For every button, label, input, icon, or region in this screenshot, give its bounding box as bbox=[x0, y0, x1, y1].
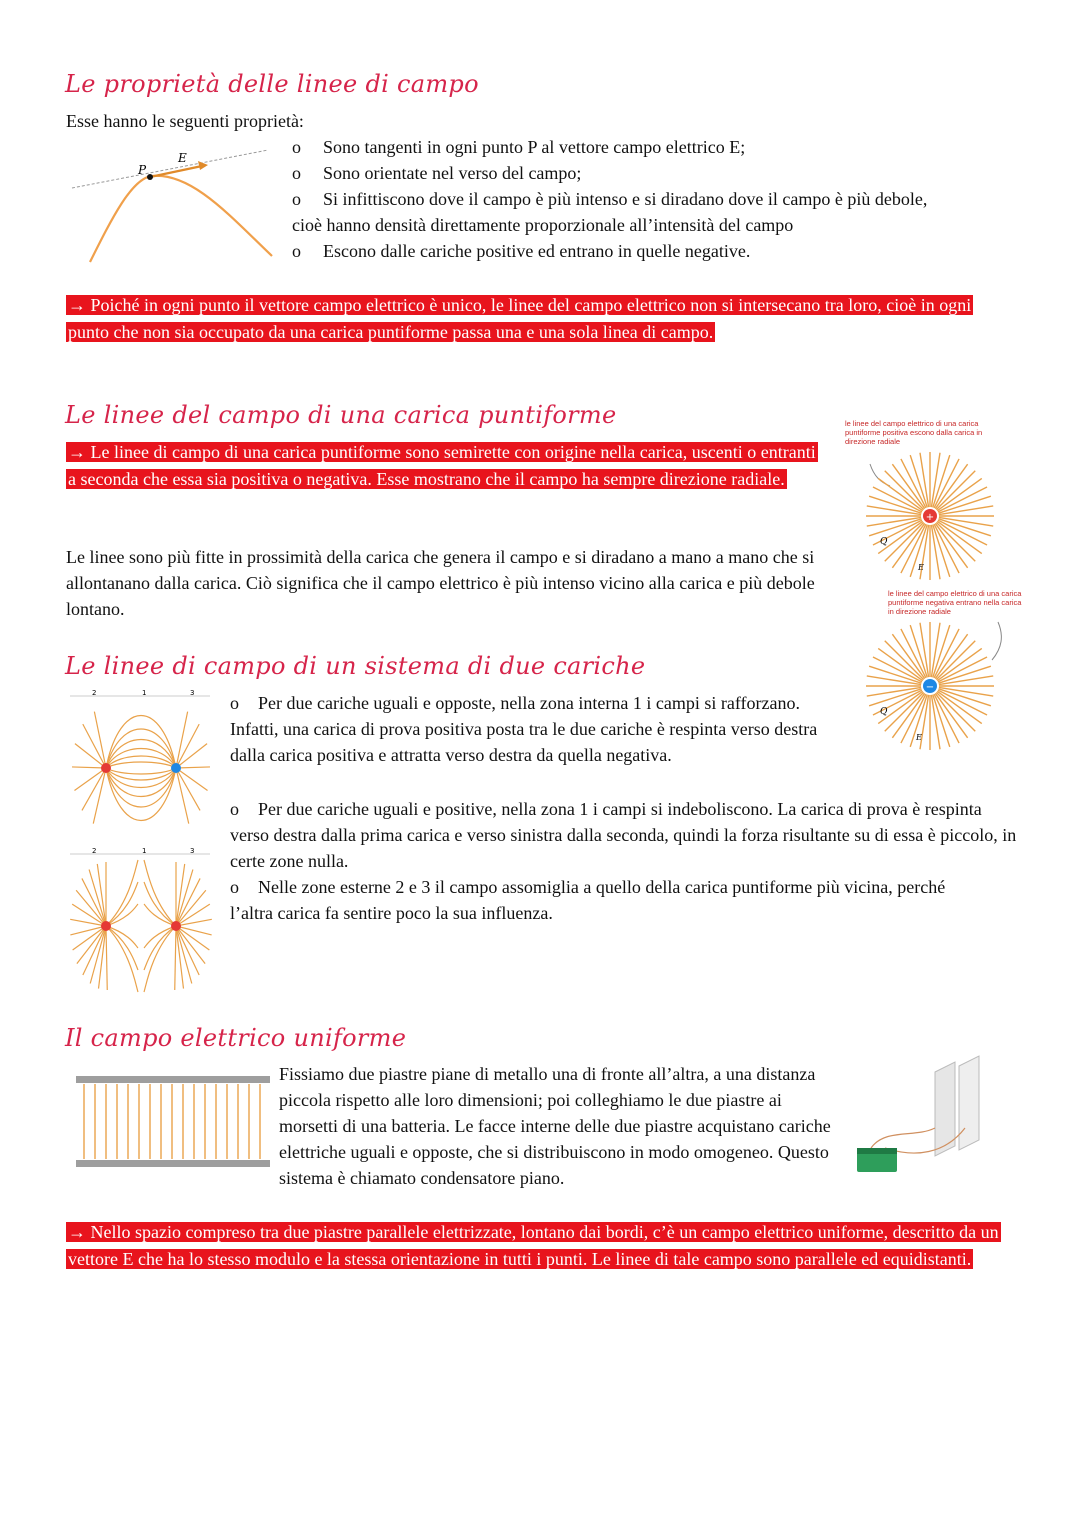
field-line bbox=[176, 767, 210, 768]
property-text: Sono orientate nel verso del campo; bbox=[323, 163, 582, 183]
section-title-field-line-properties: Le proprietà delle linee di campo bbox=[65, 70, 479, 98]
caption-positive-charge: le linee del campo elettrico di una carica puntiforme positiva escono dalla carica in direzione radiale bbox=[845, 419, 983, 446]
two-charges-bullet-1 bbox=[230, 690, 820, 768]
section-title-point-charge: Le linee del campo di una carica puntiforme bbox=[65, 401, 617, 429]
caption-negative-charge: le linee del campo elettrico di una carica puntiforme negativa entrano nella carica in direzione radiale bbox=[888, 589, 1022, 616]
positive-charge-icon bbox=[101, 921, 111, 931]
field-line-curve bbox=[90, 176, 272, 262]
negative-charge-icon bbox=[171, 763, 181, 773]
negative-plate bbox=[76, 1160, 270, 1167]
bullet-text: Per due cariche uguali e opposte, nella zona interna 1 i campi si rafforzano. Infatti, una carica di prova positiva posta tra le due cariche è respinta verso destra dalla carica positiva e attratta verso destra da quella negativa. bbox=[230, 693, 818, 765]
field-label: E bbox=[916, 733, 922, 742]
list-item bbox=[292, 186, 1012, 212]
field-line bbox=[175, 926, 176, 990]
negative-point-charge-figure bbox=[860, 616, 1000, 756]
property-list bbox=[292, 134, 1012, 264]
point-p-dot bbox=[147, 174, 153, 180]
positive-plate bbox=[76, 1076, 270, 1083]
bullet-text: Per due cariche uguali e positive, nella zona 1 i campi si indeboliscono. La carica di prova è respinta verso destra dalla prima carica e verso sinistra dalla seconda, quindi la forza risultante su di essa è piccolo, in certe zone nulla. bbox=[230, 799, 1017, 871]
bullet-text: Nelle zone esterne 2 e 3 il campo assomiglia a quello della carica puntiforme più vicina, perché l’altra carica fa sentire poco la sua influenza. bbox=[230, 877, 946, 923]
battery-capacitor-figure bbox=[855, 1058, 985, 1178]
list-item bbox=[292, 238, 1012, 264]
two-charges-bullet-2 bbox=[230, 796, 1020, 874]
paragraph-capacitor: Fissiamo due piastre piane di metallo una di fronte all’altra, a una distanza piccola rispetto alle loro dimensioni; poi colleghiamo le due piastre ai morsetti di una batteria. Le facce interne delle due piastre acquistano cariche elettriche uguali e opposte, che si distribuiscono in modo omogeneo. Questo sistema è chiamato condensatore piano. bbox=[279, 1064, 831, 1188]
field-line bbox=[83, 724, 106, 768]
positive-charge-icon bbox=[101, 763, 111, 773]
highlight-unique-field-line bbox=[66, 292, 1010, 345]
zone-label: 2 bbox=[92, 847, 97, 855]
zone-label: 2 bbox=[92, 689, 97, 697]
charge-label: Q bbox=[880, 707, 888, 717]
bullet-marker: o bbox=[230, 799, 239, 819]
plus-sign: + bbox=[925, 512, 935, 523]
uniform-field-lines bbox=[84, 1084, 260, 1159]
like-charges-field-figure bbox=[70, 848, 215, 993]
field-line bbox=[106, 926, 107, 990]
field-label: E bbox=[918, 563, 924, 572]
bullet-marker: o bbox=[292, 163, 301, 183]
charge-label: Q bbox=[880, 537, 888, 547]
point-label: P bbox=[138, 163, 147, 177]
highlight-radial-lines bbox=[66, 439, 818, 492]
field-line bbox=[176, 724, 199, 768]
zone-label: 1 bbox=[142, 847, 147, 855]
tangent-line bbox=[72, 150, 268, 188]
field-line bbox=[99, 926, 106, 989]
like-charges-field-lines bbox=[70, 860, 212, 992]
dipole-field-lines bbox=[72, 712, 210, 824]
bullet-marker: o bbox=[292, 137, 301, 157]
section1-intro: Esse hanno le seguenti proprietà: bbox=[66, 111, 304, 131]
capacitor-plate bbox=[959, 1056, 979, 1150]
property-text: Si infittiscono dove il campo è più intenso e si diradano dove il campo è più debole, bbox=[323, 189, 928, 209]
field-line bbox=[72, 767, 106, 768]
field-line bbox=[176, 768, 200, 810]
tangent-vector-diagram bbox=[72, 148, 282, 266]
property-text: Escono dalle cariche positive ed entrano in quelle negative. bbox=[323, 241, 751, 261]
paragraph-line-density: Le linee sono più fitte in prossimità della carica che genera il campo e si diradano a mano a mano che si allontanano dalla carica. Ciò significa che il campo elettrico è più intenso vicino alla carica e più debole lontano. bbox=[66, 547, 815, 619]
property-text: Sono tangenti in ogni punto P al vettore campo elettrico E; bbox=[323, 137, 746, 157]
field-line bbox=[106, 768, 176, 774]
bullet-marker: o bbox=[292, 241, 301, 261]
capacitor-plate bbox=[935, 1062, 955, 1156]
highlight-text: → Nello spazio compreso tra due piastre parallele elettrizzate, lontano dai bordi, c’è un campo elettrico uniforme, descritto da un vettore E che ha lo stesso modulo e la stessa orientazione in tutti i punti. Le linee di tale campo sono parallele ed equidistanti. bbox=[68, 1222, 999, 1269]
vector-label: E bbox=[178, 151, 187, 165]
minus-sign: − bbox=[925, 682, 935, 693]
field-line bbox=[106, 762, 176, 768]
highlight-text: → Le linee di campo di una carica puntiforme sono semirette con origine nella carica, uscenti o entranti a seconda che essa sia positiva o negativa. Esse mostrano che il campo ha sempre direzione radiale. bbox=[68, 442, 816, 489]
highlight-uniform-field bbox=[66, 1219, 1006, 1272]
section-title-uniform-field: Il campo elettrico uniforme bbox=[65, 1024, 407, 1052]
two-charges-bullet-3 bbox=[230, 874, 990, 926]
bullet-marker: o bbox=[230, 693, 239, 713]
field-line bbox=[176, 926, 183, 989]
positive-point-charge-figure bbox=[860, 446, 1000, 586]
zone-label: 3 bbox=[190, 689, 195, 697]
zone-label: 3 bbox=[190, 847, 195, 855]
parallel-plates-field-figure bbox=[76, 1076, 270, 1168]
bullet-marker: o bbox=[292, 189, 301, 209]
section-title-two-charges: Le linee di campo di un sistema di due cariche bbox=[65, 652, 646, 680]
bullet-marker: o bbox=[230, 877, 239, 897]
property-continuation: cioè hanno densità direttamente proporzionale all’intensità del campo bbox=[292, 215, 794, 235]
list-item bbox=[292, 160, 1012, 186]
highlight-text: → Poiché in ogni punto il vettore campo elettrico è unico, le linee del campo elettrico non si intersecano tra loro, cioè in ogni punto che non sia occupato da una carica puntiforme passa una e una sola linea di campo. bbox=[68, 295, 972, 342]
zone-label: 1 bbox=[142, 689, 147, 697]
positive-charge-icon bbox=[171, 921, 181, 931]
list-item bbox=[292, 134, 1012, 160]
opposite-charges-field-figure bbox=[70, 690, 215, 840]
field-line bbox=[82, 768, 106, 810]
